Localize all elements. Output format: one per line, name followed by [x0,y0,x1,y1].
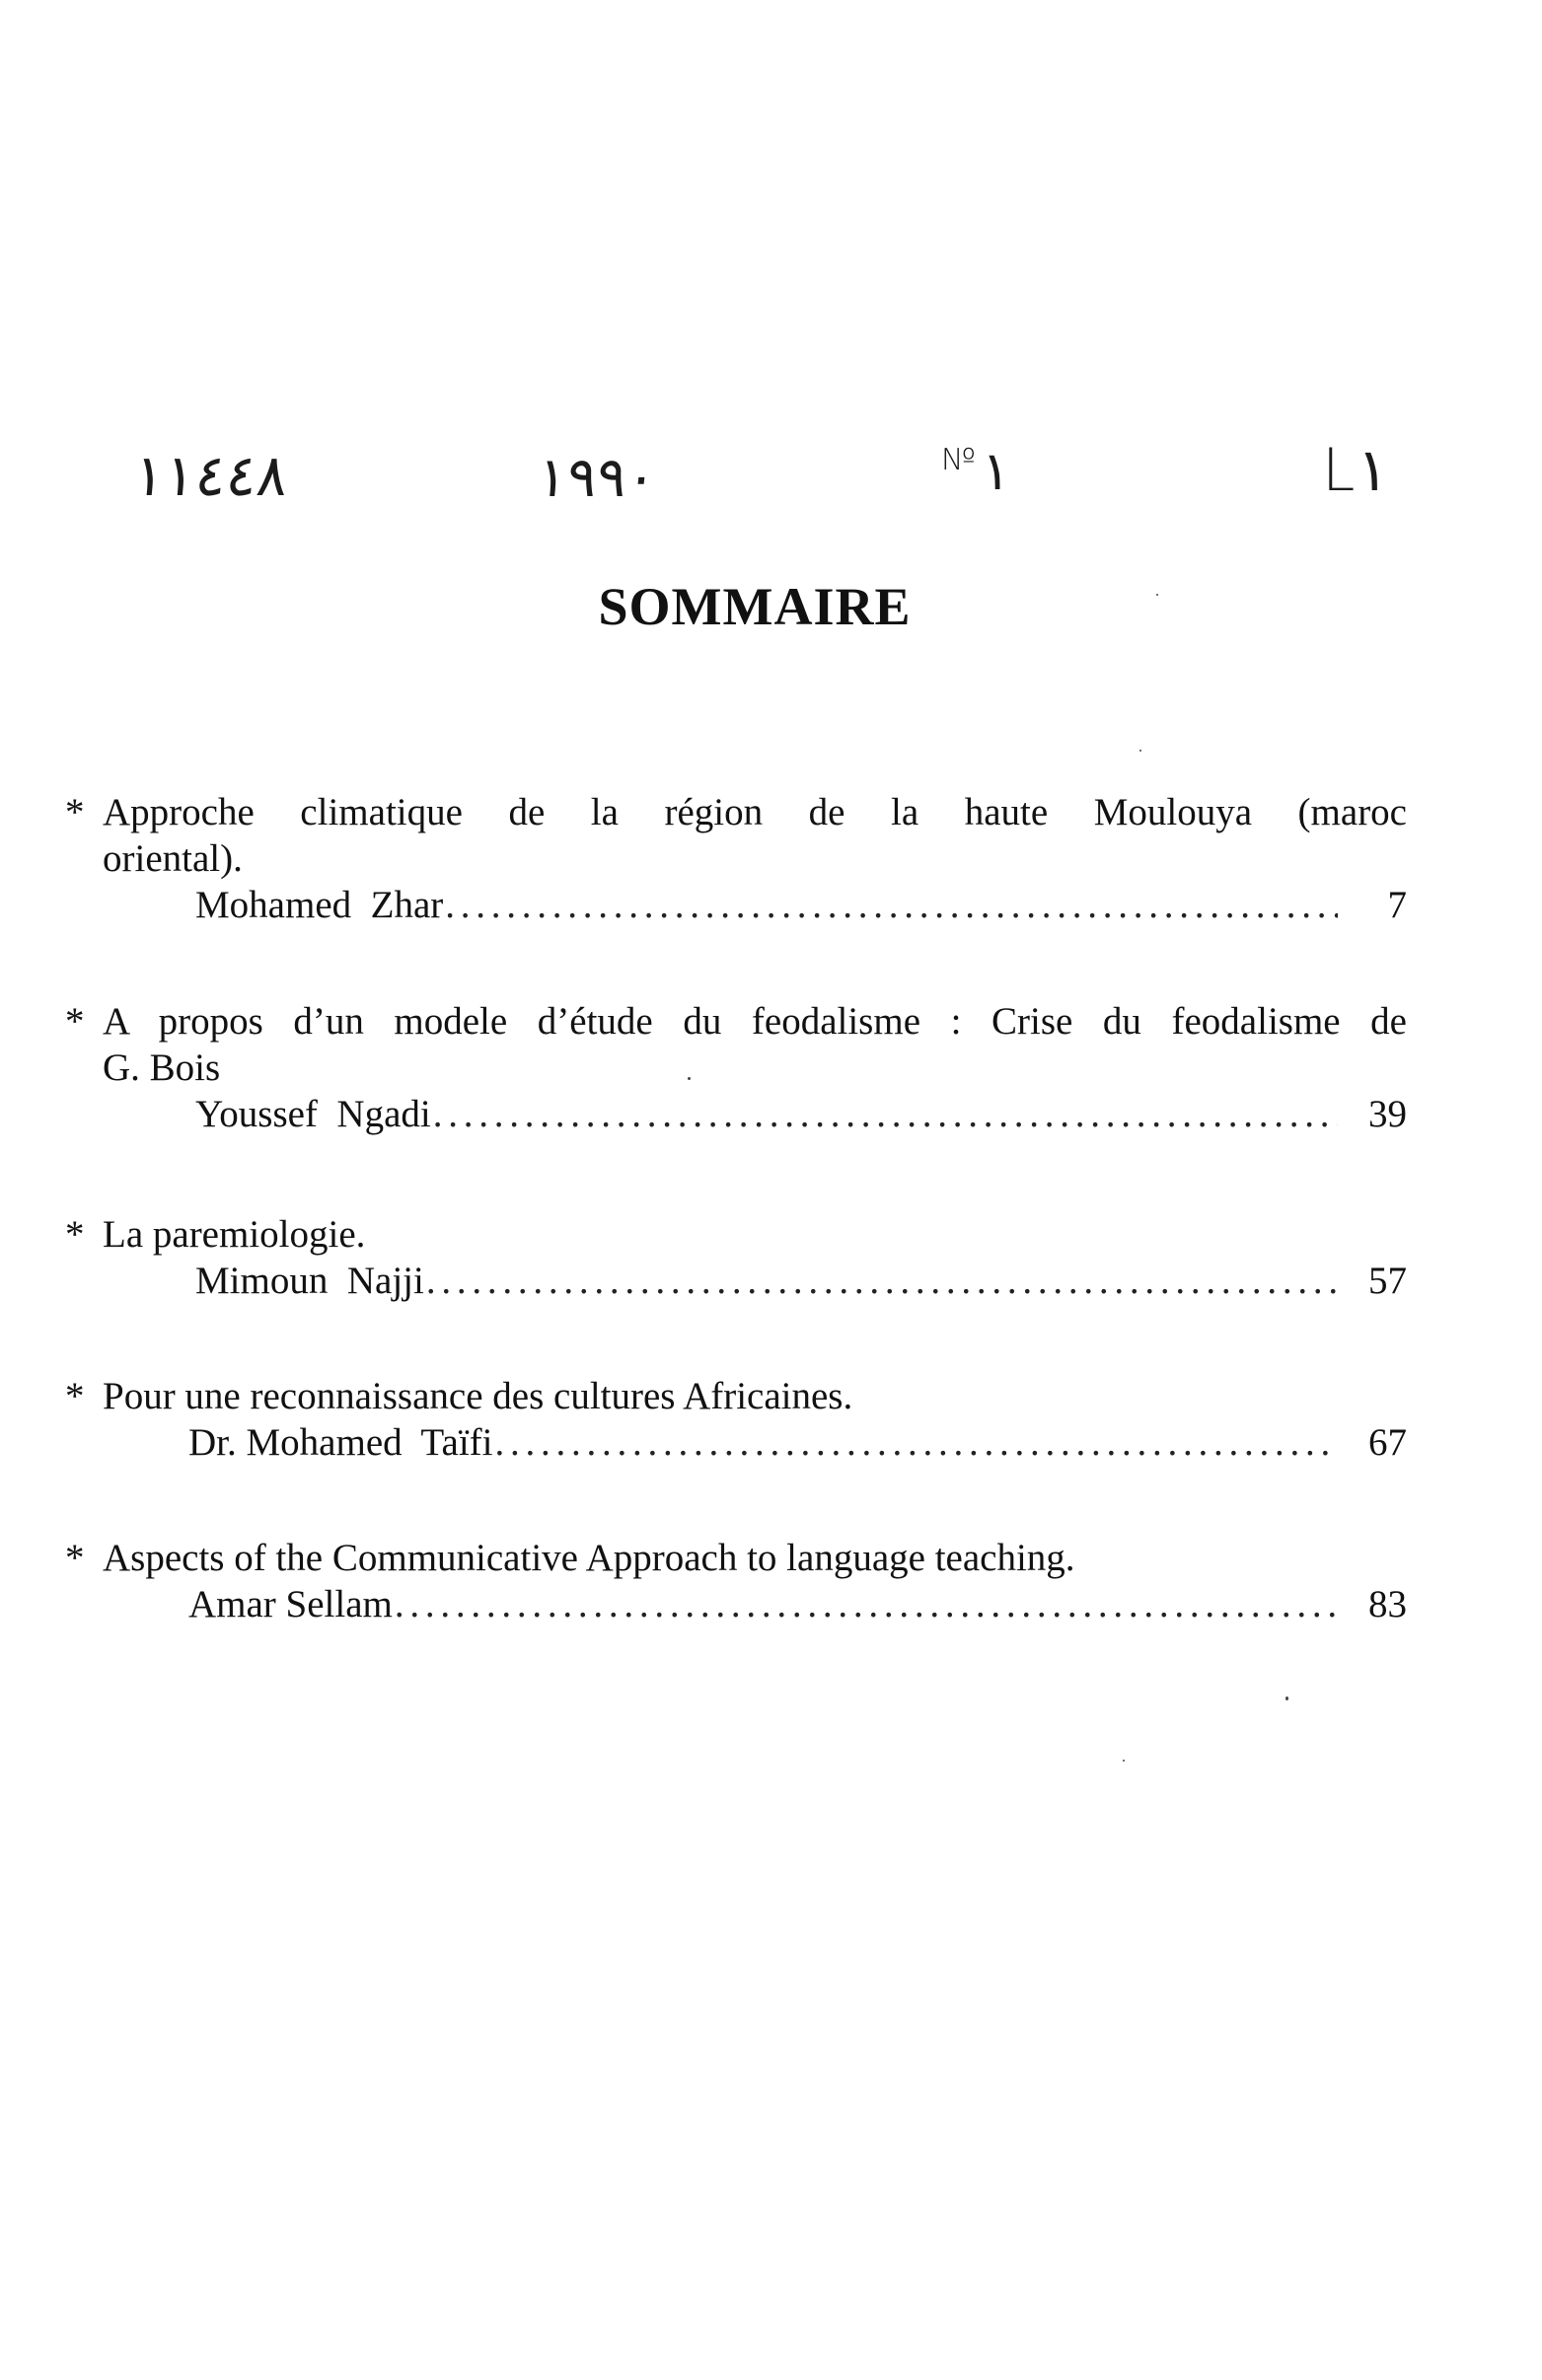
page-number: 83 [1368,1583,1407,1625]
dot-leader [426,1258,1338,1304]
entry-title-line [65,1373,1407,1419]
toc-entry [65,1211,1407,1304]
entry-title-line [65,998,1407,1045]
entry-title-line [65,1211,1407,1258]
author-name: Mimoun Najji [195,1260,424,1302]
handwritten-issue-number: ١ [981,440,1010,502]
toc-entry [65,1535,1407,1627]
handwritten-issue-prefix: № [941,443,976,477]
author-name: Dr. Mohamed Taïfi [188,1421,493,1464]
author-row [65,1091,1407,1137]
dot-leader [433,1091,1338,1137]
entry-title-line [65,789,1407,835]
scan-speck [1139,750,1141,752]
toc-entry [65,1373,1407,1466]
entry-title-continuation: G. Bois [103,1046,221,1089]
page-number: 7 [1387,884,1407,926]
handwritten-volume: L١ [1322,436,1389,505]
dot-leader [395,1581,1338,1627]
dot-leader [445,882,1338,928]
bullet-asterisk: * [65,1537,85,1579]
author-name: Amar Sellam [188,1583,393,1625]
author-name: Mohamed Zhar [195,884,444,926]
handwritten-year: ١٩٩٠ [534,446,660,510]
handwritten-issue [941,440,1010,502]
entry-title-text: Approche climatique de la région de la haute Moulouya (maroc [103,791,1407,833]
author-row [65,1258,1407,1304]
entry-title-continuation: oriental). [103,837,243,880]
bullet-asterisk: * [65,1375,85,1417]
author-row [65,1581,1407,1627]
entry-title-text: La paremiologie. [103,1213,366,1256]
page-number: 57 [1368,1260,1407,1302]
scan-speck [1285,1696,1288,1700]
page-number: 67 [1368,1421,1407,1464]
author-row [65,1419,1407,1466]
dot-leader [495,1419,1339,1466]
toc-entry [65,789,1407,928]
entry-title-text: A propos d’un modele d’étude du feodalisme : Crise du feodalisme de [103,1000,1407,1043]
bullet-asterisk: * [65,1213,85,1256]
bullet-asterisk: * [65,1000,85,1043]
entry-title-text: Pour une reconnaissance des cultures Africaines. [103,1375,853,1417]
bullet-asterisk: * [65,791,85,833]
author-row [65,882,1407,928]
scan-speck [1123,1760,1125,1762]
toc-entry [65,998,1407,1137]
page-title: SOMMAIRE [598,577,912,636]
page-number: 39 [1368,1093,1407,1135]
entry-title-line [65,1535,1407,1581]
entry-title-text: Aspects of the Communicative Approach to language teaching. [103,1537,1075,1579]
scan-speck [688,1077,691,1080]
author-name: Youssef Ngadi [195,1093,431,1135]
scan-speck [1156,594,1158,596]
handwritten-acquisition-number: ١١٤٤٨ [130,442,292,509]
